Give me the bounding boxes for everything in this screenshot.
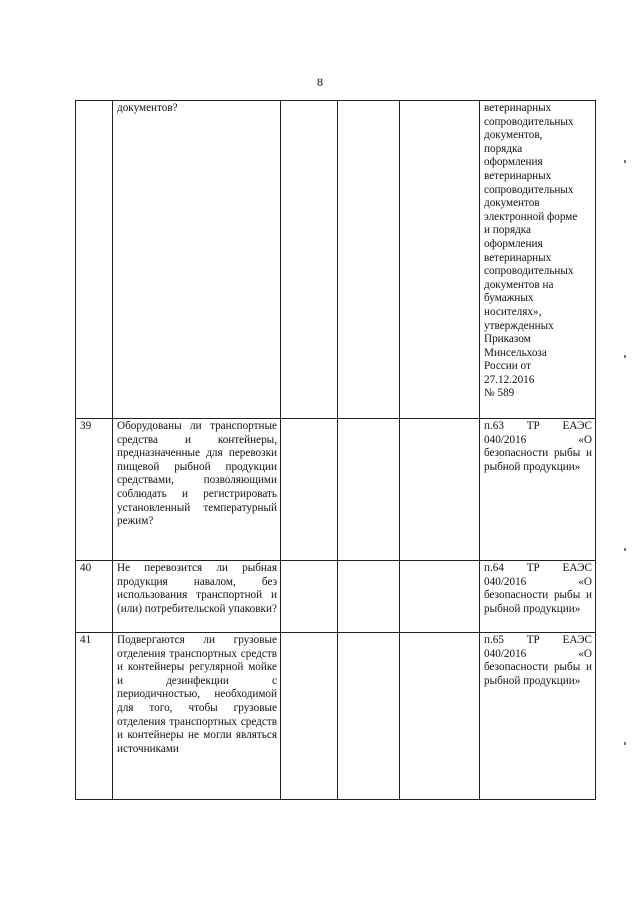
reference-line: оформления bbox=[484, 156, 543, 169]
question-cell: Оборудованы ли транспортные средства и контейнеры, предназначенные для перевозки пищевой рыбной продукции средствами, позволяющими соблюдать и регистрировать установленный температурный режим? bbox=[113, 419, 281, 561]
reference-line: бумажных bbox=[484, 292, 534, 305]
scan-edge-mark bbox=[624, 160, 626, 163]
reference-line: сопроводительных bbox=[484, 115, 574, 128]
reference-line: № 589 bbox=[484, 387, 515, 400]
reference-line: 27.12.2016 bbox=[484, 373, 535, 386]
answer-na-cell bbox=[400, 419, 480, 561]
reference-line: утвержденных bbox=[484, 319, 554, 332]
row-number-cell: 40 bbox=[76, 561, 113, 633]
reference-line: Приказом bbox=[484, 333, 531, 346]
reference-line: сопроводительных bbox=[484, 265, 574, 278]
reference-line: Минсельхоза bbox=[484, 346, 547, 359]
reference-line: документов на bbox=[484, 278, 554, 291]
row-number-cell: 41 bbox=[76, 633, 113, 800]
row-number-cell bbox=[76, 101, 113, 419]
scan-edge-mark bbox=[624, 742, 626, 745]
row-number-cell: 39 bbox=[76, 419, 113, 561]
reference-line: электронной форме bbox=[484, 210, 578, 223]
reference-line: ветеринарных bbox=[484, 251, 552, 264]
reference-line: ветеринарных bbox=[484, 169, 552, 182]
answer-yes-cell bbox=[281, 633, 338, 800]
reference-line: сопроводительных bbox=[484, 183, 574, 196]
reference-line: России от bbox=[484, 360, 531, 373]
answer-na-cell bbox=[400, 101, 480, 419]
reference-line: порядка bbox=[484, 142, 523, 155]
scan-edge-mark bbox=[624, 548, 626, 551]
reference-line: оформления bbox=[484, 237, 543, 250]
answer-no-cell bbox=[338, 561, 400, 633]
answer-yes-cell bbox=[281, 561, 338, 633]
reference-line: и порядка bbox=[484, 224, 532, 237]
question-cell: документов? bbox=[113, 101, 281, 419]
reference-cell: п.63 ТР ЕАЭС 040/2016 «О безопасности рыбы и рыбной продукции» bbox=[480, 419, 596, 561]
question-cell: Не перевозится ли рыбная продукция навалом, без использования транспортной и (или) потребительской упаковки? bbox=[113, 561, 281, 633]
reference-cell: п.64 ТР ЕАЭС 040/2016 «О безопасности рыбы и рыбной продукции» bbox=[480, 561, 596, 633]
reference-cell: п.65 ТР ЕАЭС 040/2016 «О безопасности рыбы и рыбной продукции» bbox=[480, 633, 596, 800]
table-row bbox=[76, 633, 596, 800]
reference-line: носителях», bbox=[484, 305, 542, 318]
page-number: 8 bbox=[317, 75, 323, 89]
answer-yes-cell bbox=[281, 419, 338, 561]
scan-edge-mark bbox=[624, 355, 626, 358]
answer-no-cell bbox=[338, 101, 400, 419]
table-row bbox=[76, 561, 596, 633]
table-row bbox=[76, 419, 596, 561]
answer-no-cell bbox=[338, 419, 400, 561]
answer-na-cell bbox=[400, 561, 480, 633]
answer-yes-cell bbox=[281, 101, 338, 419]
question-cell: Подвергаются ли грузовые отделения транспортных средств и контейнеры регулярной мойке и дезинфекции с периодичностью, необходимой для того, чтобы грузовые отделения транспортных средств и контейнеры не могли являться источниками bbox=[113, 633, 281, 800]
reference-line: документов, bbox=[484, 129, 543, 142]
table-row bbox=[76, 101, 596, 419]
answer-no-cell bbox=[338, 633, 400, 800]
reference-line: документов bbox=[484, 197, 540, 210]
answer-na-cell bbox=[400, 633, 480, 800]
reference-cell bbox=[480, 101, 596, 419]
reference-line: ветеринарных bbox=[484, 102, 552, 114]
checklist-table bbox=[75, 100, 596, 800]
